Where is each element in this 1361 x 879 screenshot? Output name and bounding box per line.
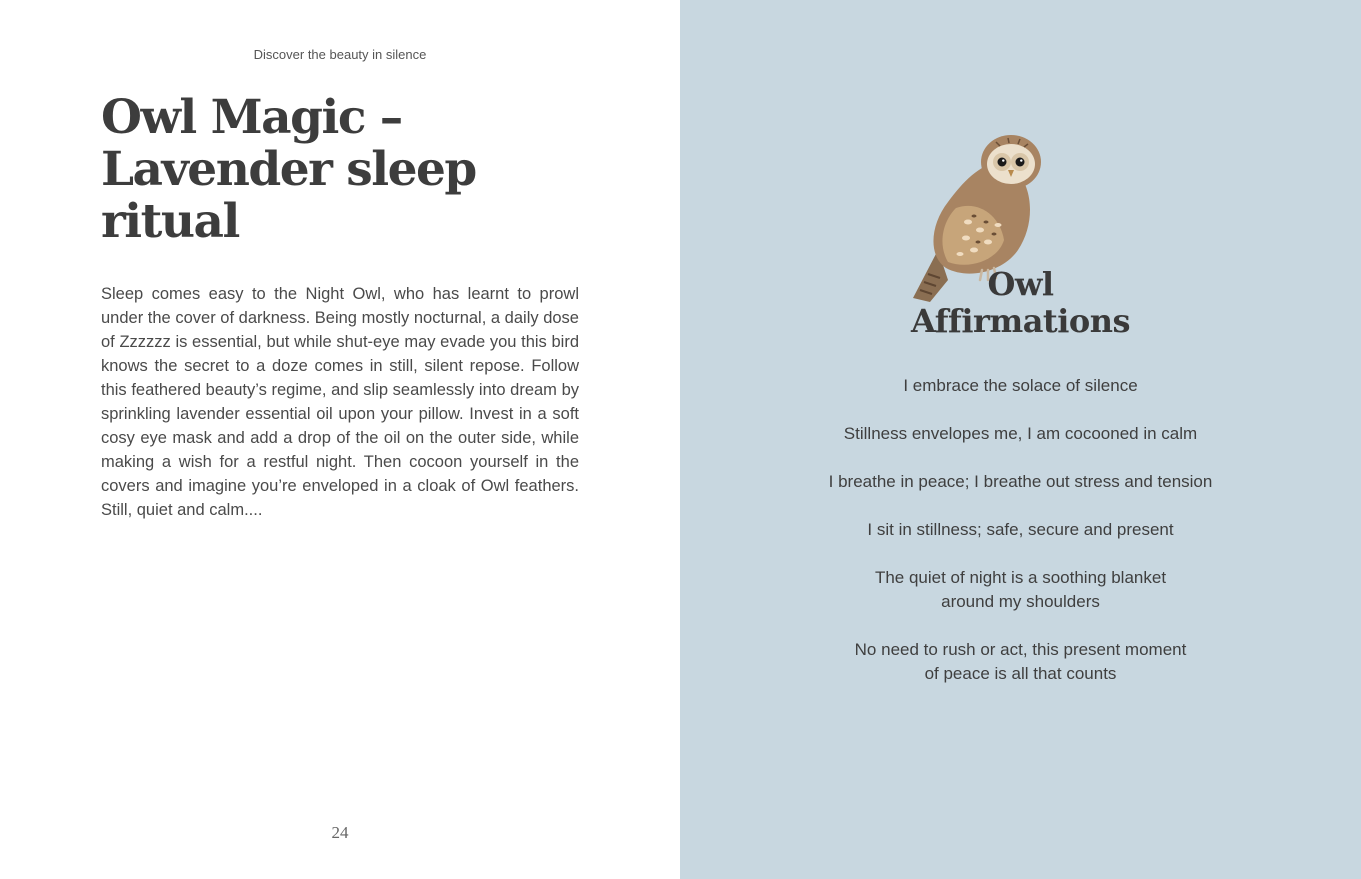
affirmation-item	[680, 518, 1361, 542]
affirmations-list	[680, 374, 1361, 710]
affirmation-line: I breathe in peace; I breathe out stress and tension	[828, 472, 1213, 491]
affirmation-item	[680, 422, 1361, 446]
affirmation-line: I embrace the solace of silence	[903, 376, 1138, 395]
affirmation-line: I sit in stillness; safe, secure and present	[867, 520, 1174, 539]
body-paragraph: Sleep comes easy to the Night Owl, who has learnt to prowl under the cover of darkness. Being mostly nocturnal, a daily dose of Zzzzzz is essential, but while shut-eye may evade you this bird knows the secret to a doze comes in still, silent repose. Follow this feathered beauty’s regime, and slip seamlessly into dream by sprinkling lavender essential oil upon your pillow. Invest in a soft cosy eye mask and add a drop of the oil on the outer side, while making a wish for a restful night. Then cocoon yourself in the covers and imagine you’re enveloped in a cloak of Owl feathers. Still, quiet and calm....	[101, 285, 579, 519]
page-number: 24	[331, 823, 349, 842]
right-page	[680, 0, 1361, 879]
page-title	[101, 92, 521, 248]
running-header: Discover the beauty in silence	[253, 47, 427, 62]
affirmations-title	[680, 266, 1361, 340]
affirmation-line: The quiet of night is a soothing blanket	[874, 568, 1167, 587]
title-line: ritual	[101, 194, 239, 249]
affirmation-item	[680, 566, 1361, 614]
left-page	[0, 0, 680, 879]
affirmations-title-line: Affirmations	[911, 302, 1130, 340]
title-line: Owl Magic –	[101, 90, 402, 145]
affirmation-item	[680, 374, 1361, 398]
affirmation-line: around my shoulders	[941, 592, 1100, 611]
affirmation-item	[680, 638, 1361, 686]
affirmations-title-line: Owl	[987, 265, 1054, 303]
affirmation-line: of peace is all that counts	[924, 664, 1117, 683]
affirmation-item	[680, 470, 1361, 494]
title-line: Lavender sleep	[101, 142, 476, 197]
affirmation-line: No need to rush or act, this present moment	[854, 640, 1187, 659]
affirmation-line: Stillness envelopes me, I am cocooned in calm	[843, 424, 1198, 443]
